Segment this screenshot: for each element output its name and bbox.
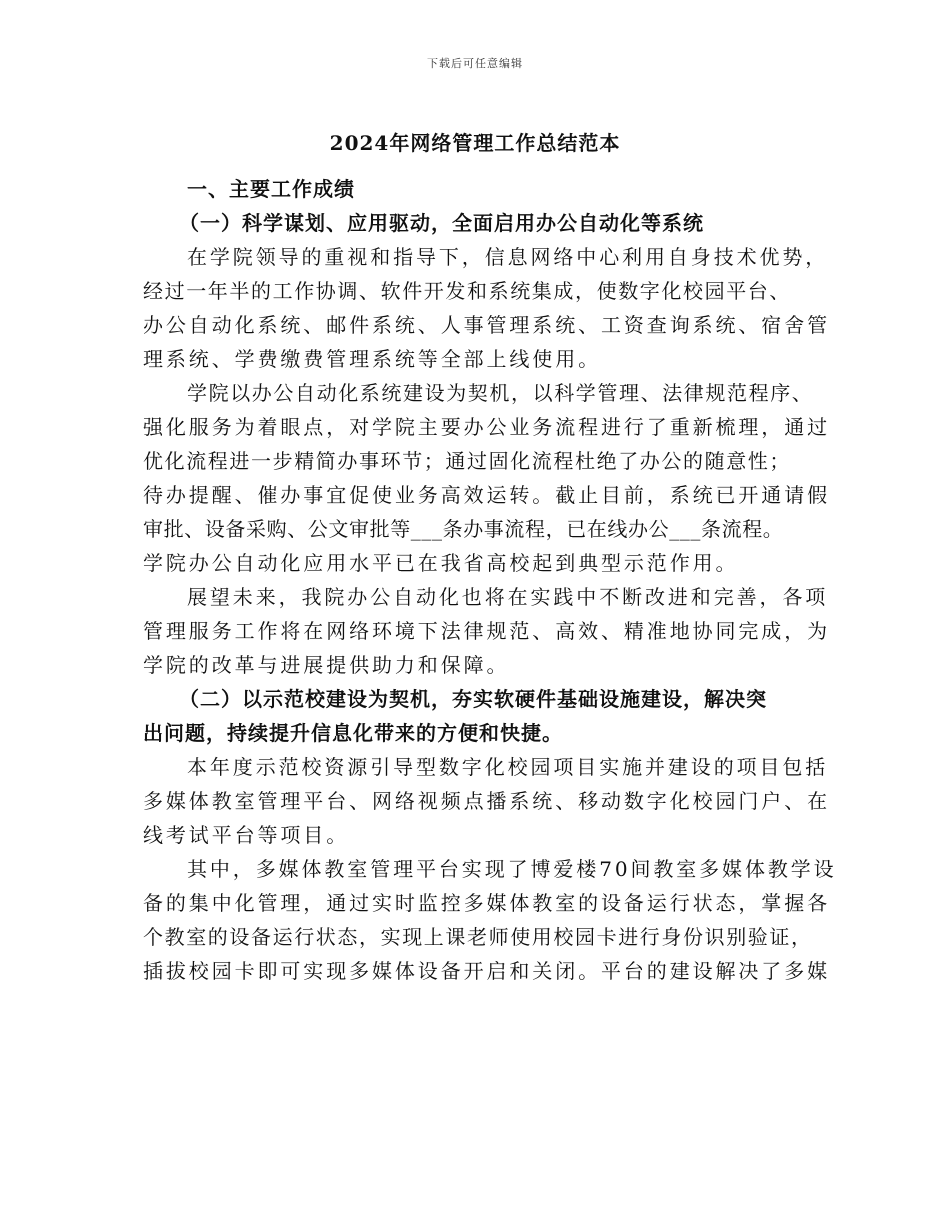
paragraph-line: 学院的改革与进展提供助力和保障。 xyxy=(143,653,510,677)
subsection-heading-1: （一）科学谋划、应用驱动，全面启用办公自动化等系统 xyxy=(179,211,704,235)
paragraph-5 xyxy=(143,852,837,988)
paragraph-line: 多媒体教室管理平台、网络视频点播系统、移动数字化校园门户、在 xyxy=(143,789,830,813)
paragraph-line: 学院以办公自动化系统建设为契机，以科学管理、法律规范程序、 xyxy=(187,381,814,405)
paragraph-line: 经过一年半的工作协调、软件开发和系统集成，使数字化校园平台、 xyxy=(143,279,791,303)
paragraph-line: 插拔校园卡即可实现多媒体设备开启和关闭。平台的建设解决了多媒 xyxy=(143,959,830,983)
paragraph-line: 管理服务工作将在网络环境下法律规范、高效、精准地协同完成，为 xyxy=(143,619,830,643)
paragraph-line: 个教室的设备运行状态，实现上课老师使用校园卡进行身份识别验证， xyxy=(143,925,813,949)
paragraph-line: 待办提醒、催办事宜促使业务高效运转。截止目前，系统已开通请假 xyxy=(143,483,830,507)
paragraph-4 xyxy=(143,750,830,852)
paragraph-line: 办公自动化系统、邮件系统、人事管理系统、工资查询系统、宿舍管 xyxy=(143,313,830,337)
document-body xyxy=(143,172,837,988)
paragraph-line: 审批、设备采购、公文审批等___条办事流程，已在线办公___条流程。 xyxy=(143,517,784,541)
paragraph-line: 展望未来，我院办公自动化也将在实践中不断改进和完善，各项 xyxy=(187,585,829,609)
subsection-heading-2 xyxy=(143,682,813,750)
paragraph-3 xyxy=(143,580,830,682)
header-note: 下载后可任意编辑 xyxy=(427,57,523,70)
section-heading-main-achievements: 一、主要工作成绩 xyxy=(187,177,355,201)
paragraph-line: 优化流程进一步精简办事环节；通过固化流程杜绝了办公的随意性； xyxy=(143,449,791,473)
heading-line: 出问题，持续提升信息化带来的方便和快捷。 xyxy=(143,721,563,745)
paragraph-line: 理系统、学费缴费管理系统等全部上线使用。 xyxy=(143,347,601,371)
paragraph-1 xyxy=(143,240,830,376)
document-title: 2024年网络管理工作总结范本 xyxy=(329,131,621,155)
paragraph-line: 在学院领导的重视和指导下，信息网络中心利用自身技术优势， xyxy=(187,245,829,269)
paragraph-line: 学院办公自动化应用水平已在我省高校起到典型示范作用。 xyxy=(143,551,739,575)
paragraph-line: 备的集中化管理，通过实时监控多媒体教室的设备运行状态，掌握各 xyxy=(143,891,830,915)
paragraph-line: 其中，多媒体教室管理平台实现了博爱楼70间教室多媒体教学设 xyxy=(187,857,837,881)
paragraph-2 xyxy=(143,376,830,580)
paragraph-line: 线考试平台等项目。 xyxy=(143,823,350,847)
paragraph-line: 强化服务为着眼点，对学院主要办公业务流程进行了重新梳理，通过 xyxy=(143,415,830,439)
heading-line: （二）以示范校建设为契机，夯实软硬件基础设施建设，解决突 xyxy=(179,687,767,711)
paragraph-line: 本年度示范校资源引导型数字化校园项目实施并建设的项目包括 xyxy=(187,755,829,779)
